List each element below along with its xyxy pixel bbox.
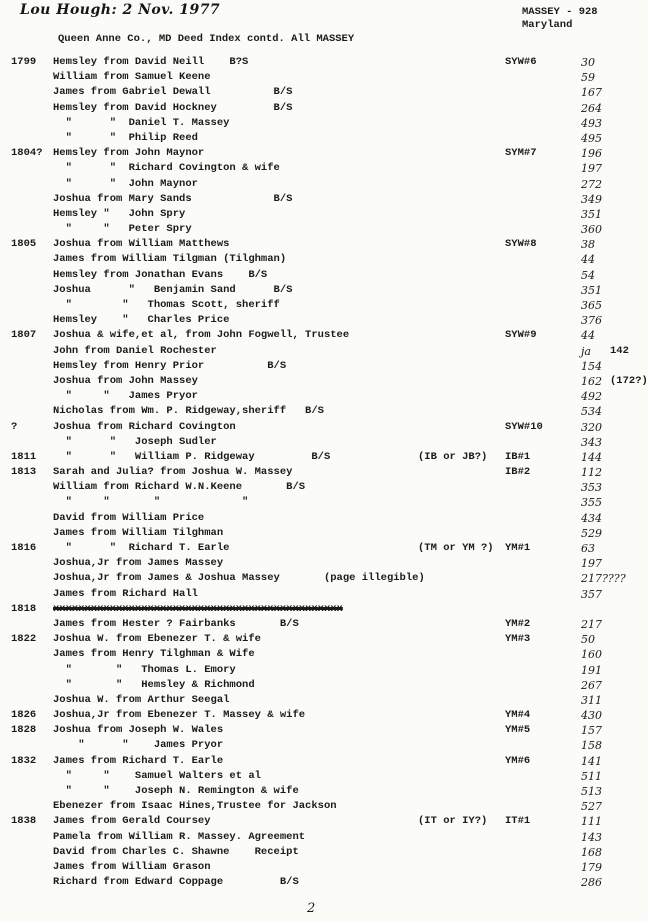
entry-year: 1828 bbox=[11, 724, 37, 737]
entry-page: 217???? bbox=[581, 572, 626, 586]
entry-description: Joshua W. from Arthur Seegal bbox=[53, 693, 230, 706]
entry-description: " " Richard Covington & wife bbox=[53, 162, 280, 175]
entry-page: 141 bbox=[581, 754, 602, 768]
deed-entry-row bbox=[0, 132, 640, 147]
entry-page: 495 bbox=[581, 131, 602, 145]
entry-description: James from William Tilghman bbox=[53, 526, 224, 539]
entry-page: 286 bbox=[581, 876, 602, 890]
entry-page: 167 bbox=[581, 86, 602, 100]
deed-entry-row bbox=[0, 421, 640, 436]
deed-entry-row bbox=[0, 496, 640, 511]
entry-liber-code: YM#6 bbox=[505, 754, 531, 767]
entry-description: " " William P. Ridgeway B/S bbox=[53, 450, 331, 463]
entry-page: 111 bbox=[581, 815, 602, 829]
entry-page: 355 bbox=[581, 496, 602, 510]
entry-year: 1838 bbox=[11, 815, 37, 828]
deed-entry-row bbox=[0, 785, 640, 800]
entry-description: James from William Grason bbox=[53, 860, 211, 873]
entry-description: Pamela from William R. Massey. Agreement bbox=[53, 830, 306, 843]
record-header bbox=[522, 6, 598, 32]
entry-description: Joshua,Jr from James Massey bbox=[53, 557, 224, 570]
entry-page: 353 bbox=[581, 481, 602, 495]
entry-page: 376 bbox=[581, 314, 602, 328]
deed-entry-row bbox=[0, 117, 640, 132]
entry-page-note: 142 bbox=[610, 344, 629, 357]
entry-page: 351 bbox=[581, 207, 602, 221]
entry-page: 272 bbox=[581, 177, 602, 191]
entry-description: " " Hemsley & Richmond bbox=[53, 678, 255, 691]
entry-page-note: (172?) bbox=[610, 374, 648, 387]
entry-liber-code: YM#1 bbox=[505, 542, 531, 554]
deed-entry-row bbox=[0, 284, 640, 299]
deed-entry-row bbox=[0, 664, 640, 679]
entry-description: Joshua from John Massey bbox=[53, 374, 198, 387]
deed-entry-row bbox=[0, 178, 640, 193]
entry-description: James from Richard Hall bbox=[53, 587, 198, 600]
deed-entry-row bbox=[0, 588, 640, 603]
entry-volume-note: (TM or YM ?) bbox=[418, 542, 494, 554]
entry-description: Joshua from Richard Covington bbox=[53, 420, 236, 433]
deed-entry-row bbox=[0, 846, 640, 861]
deed-entry-row bbox=[0, 451, 640, 466]
deed-entry-row bbox=[0, 314, 640, 329]
entry-year: ? bbox=[11, 420, 18, 433]
deed-entry-row bbox=[0, 238, 640, 253]
deed-entry-row bbox=[0, 724, 640, 739]
entry-description: " " Joseph Sudler bbox=[53, 435, 217, 448]
entry-page: 430 bbox=[581, 709, 602, 723]
entry-description: " " James Pryor bbox=[53, 390, 198, 403]
entry-page: 44 bbox=[581, 253, 595, 267]
entry-description: Ebenezer from Isaac Hines,Trustee for Jackson bbox=[53, 800, 337, 813]
deed-entry-row bbox=[0, 405, 640, 420]
entry-description: James from Gerald Coursey bbox=[53, 815, 211, 828]
entry-year: 1822 bbox=[11, 633, 37, 646]
surname-label: MASSEY - 928 bbox=[522, 6, 598, 18]
entry-description: Hemsley from Jonathan Evans B/S bbox=[53, 268, 268, 281]
entry-page: 267 bbox=[581, 678, 602, 692]
deed-entry-row bbox=[0, 770, 640, 785]
entry-year: 1813 bbox=[11, 466, 37, 479]
deed-entry-row bbox=[0, 739, 640, 754]
entry-description: Richard from Edward Coppage B/S bbox=[53, 876, 299, 889]
deed-entry-row bbox=[0, 572, 640, 587]
entry-description: William from Samuel Keene bbox=[53, 71, 211, 84]
entry-page: 179 bbox=[581, 860, 602, 874]
deed-entry-row bbox=[0, 679, 640, 694]
entry-description: James from Hester ? Fairbanks B/S bbox=[53, 617, 299, 630]
entry-description: Joshua,Jr from Ebenezer T. Massey & wife bbox=[53, 709, 306, 722]
entry-description: " " Thomas L. Emory bbox=[53, 663, 236, 676]
entry-page: 527 bbox=[581, 800, 602, 814]
entry-description: " " Samuel Walters et al bbox=[53, 769, 261, 782]
entry-page: 154 bbox=[581, 359, 602, 373]
entry-description: " " Joseph N. Remington & wife bbox=[53, 785, 299, 797]
entry-page: 157 bbox=[581, 724, 602, 738]
entry-description: xxxxxxxxxxxxxxxxxxxxxxxxxxxxxxxxxxxxxxxxxxxxxx bbox=[53, 602, 343, 615]
entry-liber-code: IB#2 bbox=[505, 466, 531, 479]
entry-page: 343 bbox=[581, 435, 602, 449]
entry-year: 1811 bbox=[11, 450, 37, 463]
entry-page: 112 bbox=[581, 466, 602, 480]
entry-page: 529 bbox=[581, 526, 602, 540]
entry-description: Joshua & wife,et al, from John Fogwell, Trustee bbox=[53, 329, 350, 342]
entry-description: Nicholas from Wm. P. Ridgeway,sheriff B/S bbox=[53, 405, 324, 418]
entry-page: ja bbox=[581, 344, 591, 358]
deed-entry-row bbox=[0, 223, 640, 238]
entry-description: James from Henry Tilghman & Wife bbox=[53, 648, 255, 661]
entry-liber-code: YM#2 bbox=[505, 617, 531, 630]
entry-page: 162 bbox=[581, 374, 602, 388]
entry-liber-code: SYW#10 bbox=[505, 420, 543, 433]
entry-page: 59 bbox=[581, 71, 595, 85]
entry-page: 320 bbox=[581, 420, 602, 434]
entry-liber-code: YM#3 bbox=[505, 633, 531, 646]
entry-page: 534 bbox=[581, 405, 602, 419]
entry-description: John from Daniel Rochester bbox=[53, 344, 217, 357]
deed-entry-row bbox=[0, 71, 640, 86]
deed-entry-row bbox=[0, 633, 640, 648]
deed-entry-row bbox=[0, 755, 640, 770]
entry-page: 434 bbox=[581, 511, 602, 525]
entry-page: 158 bbox=[581, 739, 602, 753]
entry-page: 197 bbox=[581, 162, 602, 176]
deed-entry-row bbox=[0, 876, 640, 891]
deed-entry-row bbox=[0, 542, 640, 557]
entry-description: " " James Pryor bbox=[53, 739, 224, 752]
entry-page: 349 bbox=[581, 192, 602, 206]
entry-page: 38 bbox=[581, 238, 595, 252]
deed-entry-row bbox=[0, 861, 640, 876]
deed-entry-row bbox=[0, 253, 640, 268]
deed-entry-row bbox=[0, 648, 640, 663]
entry-description: " " John Maynor bbox=[53, 177, 198, 190]
deed-entry-row bbox=[0, 329, 640, 344]
deed-entry-row bbox=[0, 147, 640, 162]
entry-description: Joshua " Benjamin Sand B/S bbox=[53, 283, 293, 296]
handwritten-note: Lou Hough: 2 Nov. 1977 bbox=[20, 2, 221, 18]
entry-description: Hemsley from Henry Prior B/S bbox=[53, 359, 287, 372]
entry-page: 217 bbox=[581, 617, 602, 631]
entry-liber-code: YM#4 bbox=[505, 709, 531, 722]
entry-description: " " Peter Spry bbox=[53, 223, 192, 236]
deed-entry-row bbox=[0, 527, 640, 542]
entry-year: 1799 bbox=[11, 56, 37, 68]
entry-description: James from William Tilgman (Tilghman) bbox=[53, 253, 287, 266]
entry-year: 1807 bbox=[11, 329, 37, 342]
deed-entry-row bbox=[0, 694, 640, 709]
deed-entry-row bbox=[0, 481, 640, 496]
deed-entry-row bbox=[0, 269, 640, 284]
entry-page: 30 bbox=[581, 56, 595, 69]
deed-entry-row bbox=[0, 618, 640, 633]
deed-entry-row bbox=[0, 436, 640, 451]
entry-page: 492 bbox=[581, 390, 602, 404]
entry-description: Sarah and Julia? from Joshua W. Massey bbox=[53, 466, 293, 479]
entry-description: " " Daniel T. Massey bbox=[53, 116, 230, 129]
entry-page: 168 bbox=[581, 845, 602, 859]
entry-liber-code: YM#5 bbox=[505, 724, 531, 737]
entry-page: 351 bbox=[581, 283, 602, 297]
deed-entry-row bbox=[0, 466, 640, 481]
entry-description: " " Richard T. Earle bbox=[53, 542, 230, 554]
deed-entry-row bbox=[0, 390, 640, 405]
state-label: Maryland bbox=[522, 19, 573, 31]
entry-liber-code: IT#1 bbox=[505, 815, 531, 828]
entry-description: Joshua,Jr from James & Joshua Massey (page illegible) bbox=[53, 572, 425, 585]
entry-description: Hemsley " John Spry bbox=[53, 207, 186, 220]
entry-description: " " " " bbox=[53, 496, 249, 509]
deed-entry-row bbox=[0, 299, 640, 314]
entry-liber-code: IB#1 bbox=[505, 450, 531, 463]
entry-page: 144 bbox=[581, 450, 602, 464]
entry-description: Hemsley from David Neill B?S bbox=[53, 56, 249, 68]
entry-page: 54 bbox=[581, 268, 595, 282]
deed-entry-row bbox=[0, 709, 640, 724]
entry-description: " " Thomas Scott, sheriff bbox=[53, 299, 280, 311]
entry-page: 197 bbox=[581, 557, 602, 571]
entry-page: 513 bbox=[581, 785, 602, 798]
entry-year: 1832 bbox=[11, 754, 37, 767]
entry-year: 1804? bbox=[11, 147, 43, 160]
deed-entry-row bbox=[0, 193, 640, 208]
entry-page: 360 bbox=[581, 223, 602, 237]
deed-entry-row bbox=[0, 208, 640, 223]
entry-page: 365 bbox=[581, 299, 602, 312]
entry-page: 63 bbox=[581, 542, 595, 555]
deed-entry-row bbox=[0, 815, 640, 830]
entry-liber-code: SYW#9 bbox=[505, 329, 537, 342]
deed-entry-row bbox=[0, 603, 640, 618]
entry-description: Hemsley from John Maynor bbox=[53, 147, 205, 160]
entry-description: Joshua from William Matthews bbox=[53, 238, 230, 251]
entry-page: 196 bbox=[581, 147, 602, 161]
entry-page: 493 bbox=[581, 116, 602, 130]
deed-entry-row bbox=[0, 162, 640, 177]
entry-description: William from Richard W.N.Keene B/S bbox=[53, 481, 306, 494]
entry-volume-note: (IB or JB?) bbox=[418, 450, 488, 463]
entry-page: 50 bbox=[581, 633, 595, 647]
deed-entry-row bbox=[0, 86, 640, 101]
deed-entry-row bbox=[0, 56, 640, 71]
entry-year: 1826 bbox=[11, 709, 37, 722]
entry-description: Joshua from Mary Sands B/S bbox=[53, 192, 293, 205]
entry-description: " " Philip Reed bbox=[53, 131, 198, 144]
document-subtitle: Queen Anne Co., MD Deed Index contd. All MASSEY bbox=[58, 33, 355, 45]
deed-entry-row bbox=[0, 360, 640, 375]
deed-entry-row bbox=[0, 102, 640, 117]
entry-page: 191 bbox=[581, 663, 602, 677]
page-number-mark: 2 bbox=[307, 901, 316, 916]
entry-description: Hemsley from David Hockney B/S bbox=[53, 101, 293, 114]
entry-liber-code: SYM#7 bbox=[505, 147, 537, 160]
entry-liber-code: SYW#6 bbox=[505, 56, 537, 68]
entry-page: 143 bbox=[581, 830, 602, 844]
entry-year: 1818 bbox=[11, 602, 37, 615]
deed-entry-row bbox=[0, 374, 648, 390]
entry-page: 44 bbox=[581, 329, 595, 343]
deed-entry-row bbox=[0, 512, 640, 527]
entry-year: 1805 bbox=[11, 238, 37, 251]
entry-description: David from Charles C. Shawne Receipt bbox=[53, 845, 299, 858]
entry-page: 160 bbox=[581, 648, 602, 662]
entry-description: James from Richard T. Earle bbox=[53, 754, 224, 767]
deed-entry-row bbox=[0, 557, 640, 572]
entry-page: 311 bbox=[581, 693, 602, 707]
entry-description: James from Gabriel Dewall B/S bbox=[53, 86, 293, 99]
entry-volume-note: (IT or IY?) bbox=[418, 815, 488, 828]
deed-entry-row bbox=[0, 345, 640, 360]
deed-entry-row bbox=[0, 800, 640, 815]
entry-page: 264 bbox=[581, 101, 602, 115]
entry-description: Joshua W. from Ebenezer T. & wife bbox=[53, 633, 261, 646]
deed-index-list bbox=[0, 56, 648, 891]
entry-description: Joshua from Joseph W. Wales bbox=[53, 724, 224, 737]
entry-description: Hemsley " Charles Price bbox=[53, 314, 230, 327]
entry-page: 357 bbox=[581, 587, 602, 601]
deed-entry-row bbox=[0, 831, 640, 846]
entry-year: 1816 bbox=[11, 542, 37, 554]
entry-description: David from William Price bbox=[53, 511, 205, 524]
entry-page: 511 bbox=[581, 769, 602, 783]
entry-liber-code: SYW#8 bbox=[505, 238, 537, 251]
